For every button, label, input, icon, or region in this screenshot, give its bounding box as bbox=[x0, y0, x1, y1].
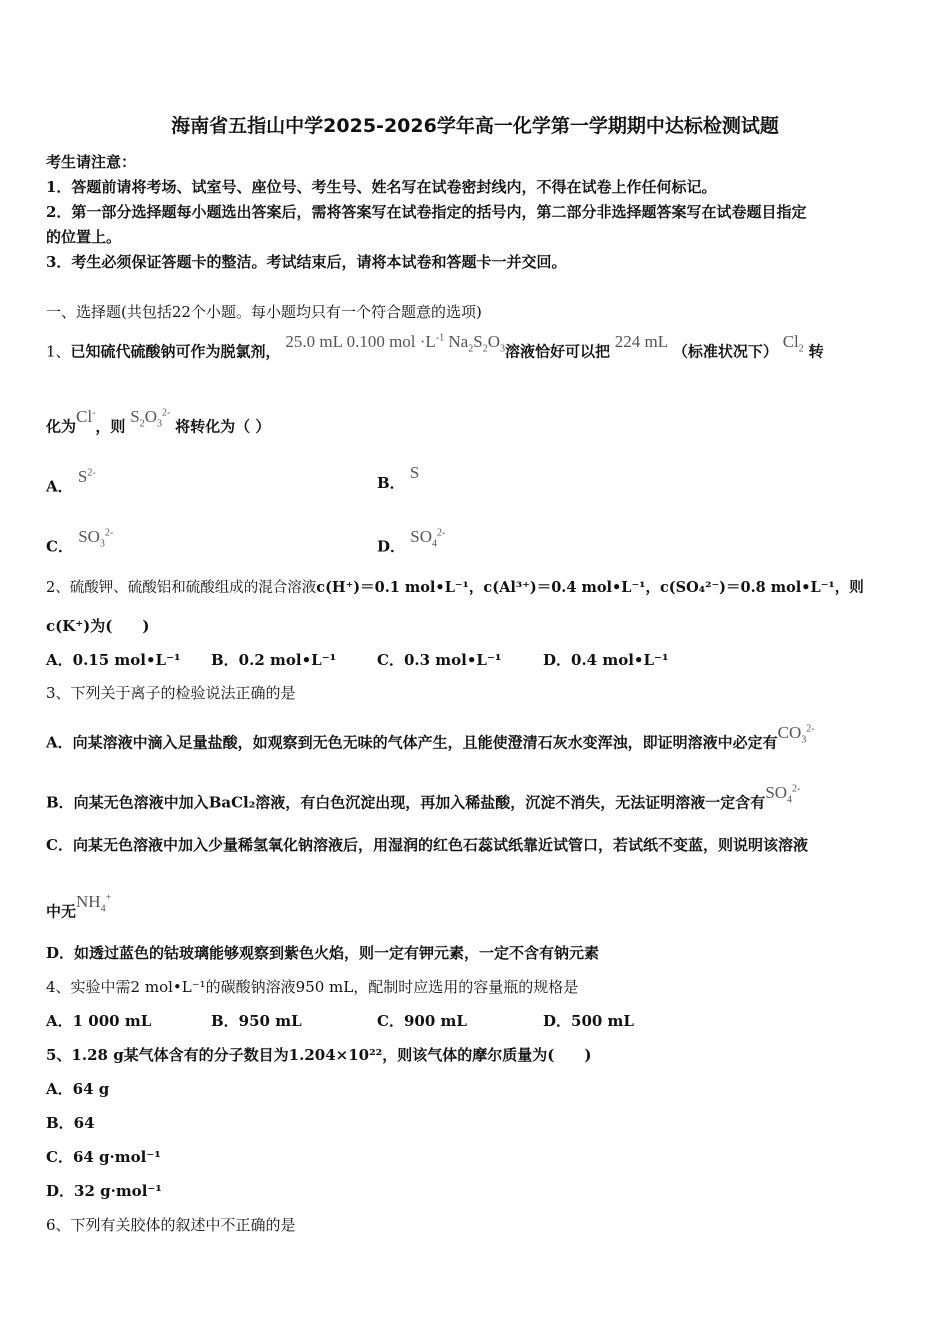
question-5-stem: 5、1.28 g某气体含有的分子数目为1.204×10²²，则该气体的摩尔质量为( ) bbox=[46, 1046, 592, 1064]
q1-text: 化为 bbox=[46, 417, 77, 436]
q2-option-c[interactable]: C．0.3 mol•L⁻¹ bbox=[377, 651, 502, 669]
q1-volume: 224 mL bbox=[614, 331, 669, 351]
question-2-line-1 bbox=[46, 578, 864, 598]
section-heading: 一、选择题(共包括22个小题。每小题均只有一个符合题意的选项) bbox=[46, 303, 482, 321]
q3-option-b[interactable]: B．向某无色溶液中加入BaCl₂溶液，有白色沉淀出现，再加入稀盐酸，沉淀不消失，无法证明溶液一定含有$SO_4^{2-}$ bbox=[46, 782, 801, 812]
q3-option-a[interactable]: A．向某溶液中滴入足量盐酸，如观察到无色无味的气体产生，且能使澄清石灰水变浑浊，即证明溶液中必定有$CO_3^{2-}$ bbox=[46, 722, 815, 752]
q5-option-a[interactable]: A．64 g bbox=[46, 1080, 110, 1098]
q2-option-b[interactable]: B．0.2 mol•L⁻¹ bbox=[211, 651, 337, 669]
q2-option-a[interactable]: A．0.15 mol•L⁻¹ bbox=[46, 651, 181, 669]
notice-item-3: 3．考生必须保证答题卡的整洁。考试结束后，请将本试卷和答题卡一并交回。 bbox=[46, 253, 567, 271]
q1-option-b[interactable]: B． S bbox=[377, 463, 420, 492]
q1-option-c[interactable]: C． $SO_3^{2-}$ bbox=[46, 526, 114, 556]
q1-option-a[interactable]: A． $S^{2-}$ bbox=[46, 466, 96, 496]
q2-text: 2、硫酸钾、硫酸铝和硫酸组成的混合溶液 bbox=[46, 580, 317, 596]
carbonate-formula: $CO_3^{2-}$ bbox=[777, 722, 815, 746]
ammonium-formula: $NH_4^+$ bbox=[76, 891, 112, 915]
q1-chloride: Cl- bbox=[76, 406, 96, 426]
q1-thiosulfate: $S_2O_3^{2-}$ bbox=[130, 406, 171, 430]
question-1-line-2 bbox=[46, 406, 271, 444]
question-2-line-2: c(K⁺)为( ) bbox=[46, 617, 150, 635]
notice-item-2: 2．第一部分选择题每小题选出答案后，需将答案写在试卷指定的括号内，第二部分非选择题答案写在试卷题目指定 bbox=[46, 203, 807, 221]
q1-chlorine: $Cl_2$ bbox=[782, 331, 804, 355]
notice-item-2-cont: 的位置上。 bbox=[46, 228, 122, 246]
q3-option-d[interactable]: D．如透过蓝色的钴玻璃能够观察到紫色火焰，则一定有钾元素，一定不含有钠元素 bbox=[46, 944, 600, 962]
question-4-stem: 4、实验中需2 mol•L⁻¹的碳酸钠溶液950 mL，配制时应选用的容量瓶的规格是 bbox=[46, 978, 579, 996]
q4-option-b[interactable]: B．950 mL bbox=[211, 1012, 302, 1030]
q2-concentrations: c(H⁺)＝0.1 mol•L⁻¹，c(Al³⁺)＝0.4 mol•L⁻¹，c(SO₄²⁻)＝0.8 mol•L⁻¹，则 bbox=[316, 579, 864, 596]
q4-option-a[interactable]: A．1 000 mL bbox=[46, 1012, 152, 1030]
q5-option-b[interactable]: B．64 bbox=[46, 1114, 95, 1132]
q1-text: 溶液恰好可以把 bbox=[504, 342, 610, 361]
q1-text: （标准状况下） bbox=[672, 342, 778, 361]
question-6-stem: 6、下列有关胶体的叙述中不正确的是 bbox=[46, 1216, 296, 1234]
notice-item-1: 1．答题前请将考场、试室号、座位号、考生号、姓名写在试卷密封线内，不得在试卷上作任何标记。 bbox=[46, 178, 717, 196]
q1-concentration: 25.0 mL 0.100 mol $\cdot L^{-1}$ $Na_2S_2O_3$ bbox=[285, 331, 505, 355]
page-title: 海南省五指山中学2025-2026学年高一化学第一学期期中达标检测试题 bbox=[171, 115, 779, 137]
q4-option-d[interactable]: D．500 mL bbox=[543, 1012, 634, 1030]
q1-text: ，则 bbox=[95, 417, 126, 436]
q2-option-d[interactable]: D．0.4 mol•L⁻¹ bbox=[543, 651, 669, 669]
question-3-stem: 3、下列关于离子的检验说法正确的是 bbox=[46, 684, 296, 702]
q5-option-c[interactable]: C．64 g·mol⁻¹ bbox=[46, 1148, 161, 1166]
q1-option-d[interactable]: D． $SO_4^{2-}$ bbox=[377, 526, 446, 556]
q1-text: 转 bbox=[808, 342, 824, 361]
question-number: 1、 bbox=[46, 342, 71, 361]
sulfate-formula: $SO_4^{2-}$ bbox=[765, 782, 801, 806]
q3-option-c[interactable]: C．向某无色溶液中加入少量稀氢氧化钠溶液后，用湿润的红色石蕊试纸靠近试管口，若试纸不变蓝，则说明该溶液 bbox=[46, 836, 808, 854]
notice-header: 考生请注意： bbox=[46, 153, 137, 171]
q1-text: 将转化为（ ） bbox=[175, 417, 271, 436]
q1-text: 已知硫代硫酸钠可作为脱氯剂， bbox=[70, 342, 281, 361]
question-1-line-1 bbox=[46, 331, 824, 369]
q4-option-c[interactable]: C．900 mL bbox=[377, 1012, 467, 1030]
q5-option-d[interactable]: D．32 g·mol⁻¹ bbox=[46, 1182, 162, 1200]
q3-option-c-cont[interactable]: 中无$NH_4^+$ bbox=[46, 891, 112, 921]
